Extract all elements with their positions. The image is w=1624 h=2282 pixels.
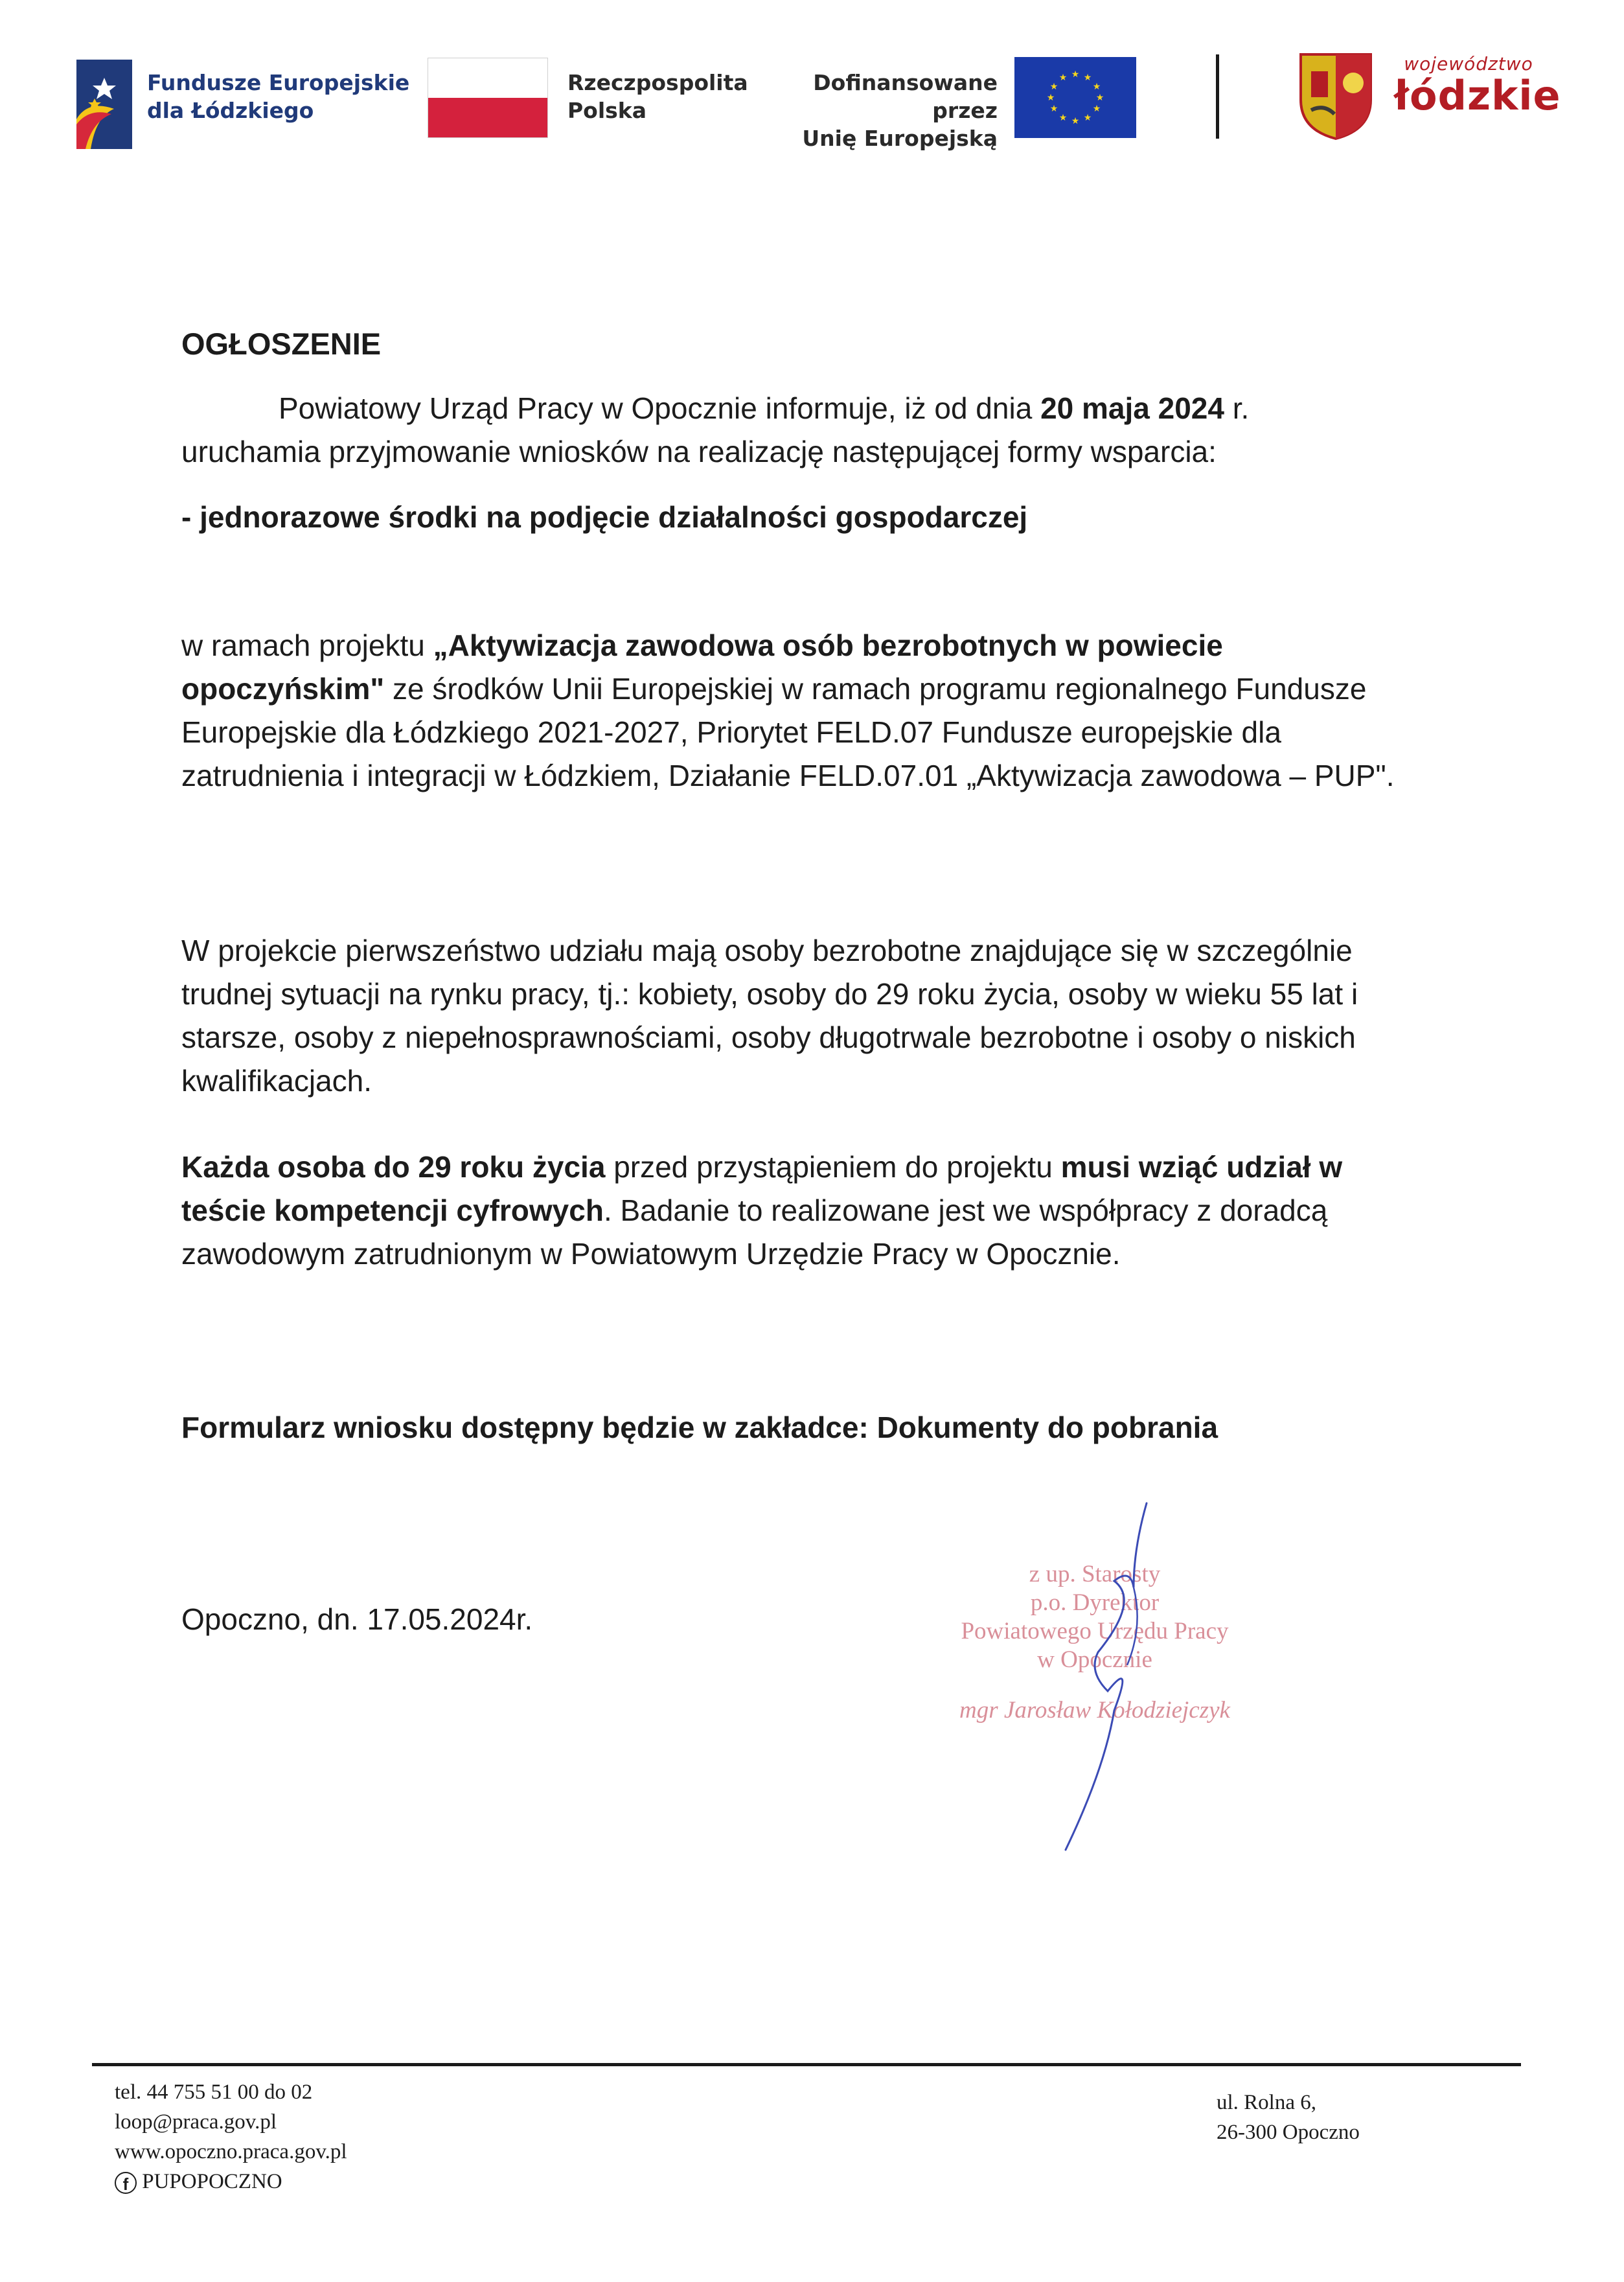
- place-date: Opoczno, dn. 17.05.2024r.: [181, 1602, 533, 1636]
- rp-line1: Rzeczpospolita: [567, 70, 748, 95]
- stamp-line2: p.o. Dyrektor: [1030, 1589, 1160, 1616]
- intro-line1: [279, 387, 1445, 430]
- handwritten-signature-icon: [1036, 1497, 1166, 1860]
- form-info: Formularz wniosku dostępny będzie w zakładce: Dokumenty do pobrania: [181, 1411, 1218, 1444]
- region-big-label: łódzkie: [1394, 72, 1561, 119]
- youth-paragraph: [181, 1146, 1412, 1276]
- support-form: - jednorazowe środki na podjęcie działalności gospodarczej: [181, 500, 1028, 534]
- eu-line1: Dofinansowane przez: [813, 70, 998, 123]
- fe-logo-line1: Fundusze Europejskie: [147, 70, 410, 95]
- intro-line2: uruchamia przyjmowanie wniosków na realizację następującej formy wsparcia:: [181, 435, 1217, 468]
- priority-paragraph: W projekcie pierwszeństwo udziału mają osoby bezrobotne znajdujące się w szczególnie trudnej sytuacji na rynku pracy, tj.: kobiety, osoby do 29 roku życia, osoby w wieku 55 lat i starsze, osoby z niepełnosprawnościami, osoby długotrwale bezrobotne i osoby o niskich kwalifikacjach.: [181, 934, 1358, 1098]
- youth-bold-requirement: musi wziąć udział w teście kompetencji cyfrowych: [181, 1150, 1343, 1227]
- svg-text:★: ★: [1083, 113, 1092, 123]
- svg-text:★: ★: [1095, 93, 1104, 103]
- stamp-line4: w Opocznie: [1037, 1646, 1152, 1673]
- stamp-line3: Powiatowego Urzędu Pracy: [961, 1618, 1229, 1644]
- intro-text: Powiatowy Urząd Pracy w Opocznie informuje, iż od dnia: [279, 391, 1041, 425]
- project-paragraph: [181, 624, 1412, 798]
- svg-text:★: ★: [1071, 69, 1080, 80]
- project-details: ze środków Unii Europejskiej w ramach programu regionalnego Fundusze Europejskie dla Łódzkiego 2021-2027, Priorytet FELD.07 Fundusze europejskie dla zatrudnienia i integracji w Łódzkiem, Działanie FELD.07.01 „Aktywizacja zawodowa – PUP".: [181, 672, 1395, 792]
- lodzkie-coat-of-arms-icon: [1298, 52, 1373, 140]
- project-name: „Aktywizacja zawodowa osób bezrobotnych w powiecie opoczyńskim": [181, 628, 1223, 706]
- stamp-line1: z up. Starosty: [1029, 1561, 1161, 1587]
- polish-flag-icon: [428, 58, 548, 138]
- youth-rest: . Badanie to realizowane jest we współpracy z doradcą zawodowym zatrudnionym w Powiatowym Urzędzie Pracy w Opocznie.: [181, 1193, 1328, 1271]
- fe-logo-line2: dla Łódzkiego: [147, 98, 314, 123]
- youth-bold-subject: Każda osoba do 29 roku życia: [181, 1150, 606, 1184]
- svg-text:★: ★: [1058, 113, 1068, 123]
- footer-www[interactable]: www.opoczno.praca.gov.pl: [115, 2140, 347, 2163]
- footer-tel: tel. 44 755 51 00 do 02: [115, 2080, 313, 2104]
- fundusze-europejskie-logo-icon: [76, 60, 132, 149]
- footer-divider: [92, 2063, 1521, 2066]
- facebook-icon: f: [115, 2172, 137, 2194]
- svg-text:★: ★: [1092, 104, 1101, 114]
- footer-city: 26-300 Opoczno: [1217, 2121, 1360, 2144]
- youth-middle: przed przystąpieniem do projektu: [605, 1150, 1061, 1184]
- region-small-label: województwo: [1404, 53, 1533, 75]
- footer-street: ul. Rolna 6,: [1217, 2091, 1316, 2114]
- svg-text:★: ★: [1049, 104, 1058, 114]
- eu-flag-icon: [1014, 57, 1136, 138]
- facebook-handle: PUPOPOCZNO: [142, 2170, 282, 2193]
- svg-text:★: ★: [1049, 82, 1058, 92]
- footer-facebook[interactable]: [115, 2167, 568, 2196]
- project-prefix: w ramach projektu: [181, 628, 433, 662]
- stamp-signatory: mgr Jarosław Kołodziejczyk: [959, 1697, 1230, 1723]
- svg-text:★: ★: [1046, 93, 1055, 103]
- header-divider: [1216, 54, 1219, 139]
- rp-line2: Polska: [567, 98, 647, 123]
- eu-line2: Unię Europejską: [802, 126, 998, 151]
- intro-date: 20 maja 2024: [1040, 391, 1224, 425]
- svg-text:★: ★: [1058, 73, 1068, 83]
- svg-text:★: ★: [1071, 116, 1080, 126]
- svg-text:★: ★: [1083, 73, 1092, 83]
- footer-email[interactable]: loop@praca.gov.pl: [115, 2110, 277, 2134]
- svg-text:★: ★: [1092, 82, 1101, 92]
- intro-suffix: r.: [1224, 391, 1250, 425]
- page-title: OGŁOSZENIE: [181, 327, 382, 361]
